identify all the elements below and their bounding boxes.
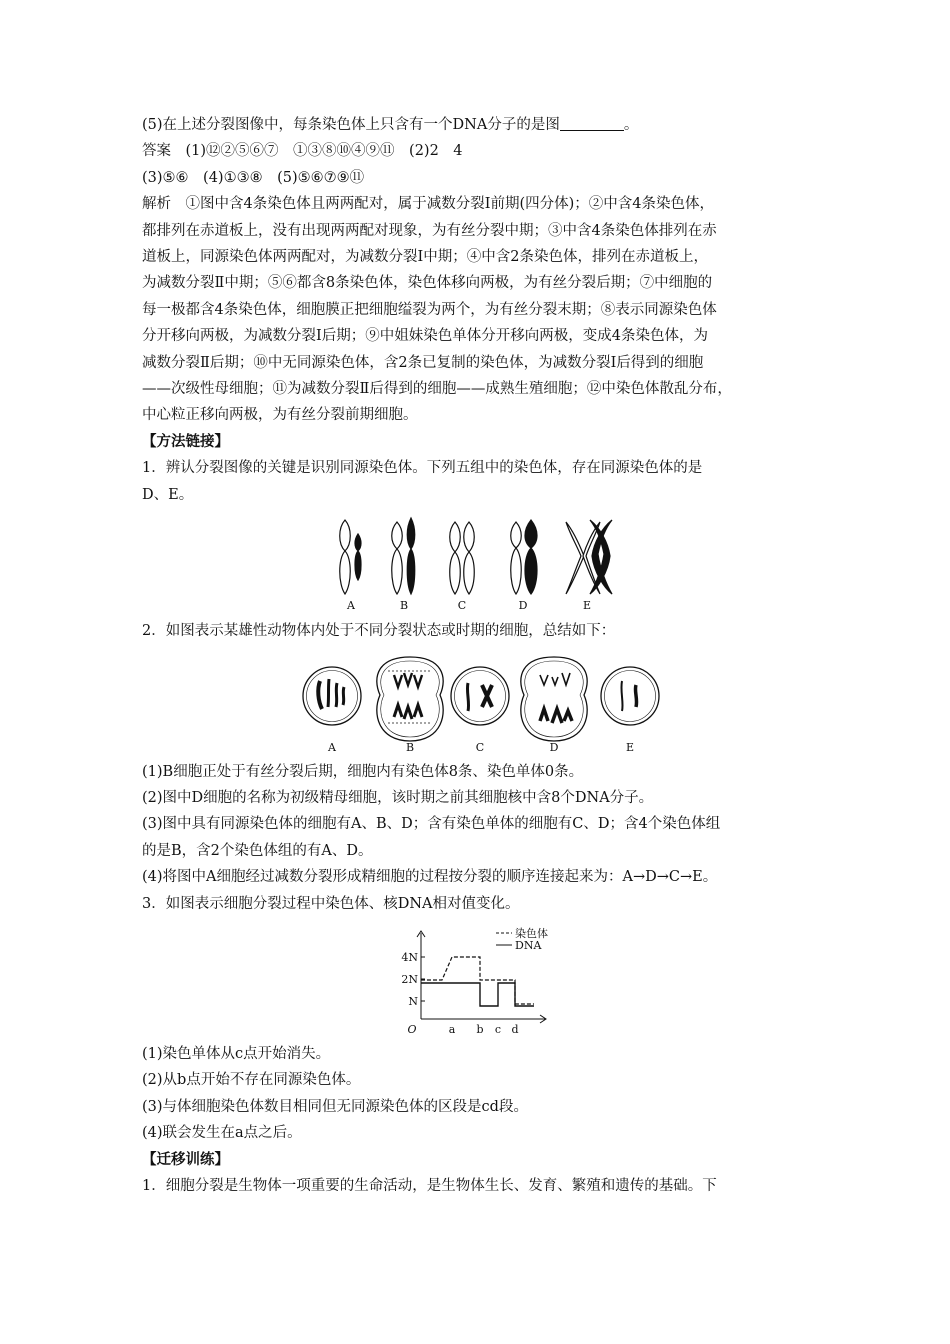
analysis-line: 道板上，同源染色体两两配对，为减数分裂Ⅰ中期；④中含2条染色体，排列在赤道板上， <box>142 249 708 266</box>
y-label-4n: 4N <box>401 950 418 964</box>
method-3-item: (1)染色单体从c点开始消失。 <box>142 1045 331 1062</box>
analysis-line: 都排列在赤道板上，没有出现两两配对现象，为有丝分裂中期；③中含4条染色体排列在赤 <box>142 222 717 239</box>
chromosome-label-b: B <box>399 599 409 613</box>
q5-end: 。 <box>623 117 639 133</box>
chromosome-group-c <box>450 522 475 594</box>
cell-label-a: A <box>328 740 336 754</box>
answer-line-2: (3)⑤⑥ (4)①③⑧ (5)⑤⑥⑦⑨⑪ <box>142 169 365 186</box>
method-3-item: (4)联会发生在a点之后。 <box>142 1125 302 1142</box>
cell-a <box>303 667 361 725</box>
analysis-line: ——次级性母细胞；⑪为减数分裂Ⅱ后得到的细胞——成熟生殖细胞；⑫中染色体散乱分布， <box>142 381 732 398</box>
x-label-d: d <box>511 1022 519 1036</box>
chromosome-dna-graph <box>142 923 814 1037</box>
chromosome-dashed-path <box>421 957 534 1004</box>
method-2-item: (1)B细胞正处于有丝分裂后期，细胞内有染色体8条、染色单体0条。 <box>142 763 584 780</box>
analysis-line: 分开移向两极，为减数分裂Ⅰ后期；⑨中姐妹染色单体分开移向两极，变成4条染色体，为 <box>142 328 708 345</box>
cell-e <box>601 667 659 725</box>
legend-chromosome: 染色体 <box>515 926 548 940</box>
cells-figure <box>142 651 814 755</box>
cell-b <box>377 657 443 741</box>
cell-label-b: B <box>405 740 415 754</box>
cell-label-d: D <box>549 740 559 754</box>
transfer-heading: 【迁移训练】 <box>142 1150 229 1168</box>
method-3-item: (3)与体细胞染色体数目相同但无同源染色体的区段是cd段。 <box>142 1098 528 1115</box>
method-2-item: (4)将图中A细胞经过减数分裂形成精细胞的过程按分裂的顺序连接起来为：A→D→C→E。 <box>142 869 718 886</box>
document-page <box>142 112 814 1199</box>
analysis-line: 解析 ①图中含4条染色体且两两配对，属于减数分裂Ⅰ前期(四分体)；②中含4条染色体， <box>142 196 714 213</box>
answer-line-1: 答案 (1)⑫②⑤⑥⑦ ①③⑧⑩④⑨⑪ (2)2 4 <box>142 143 463 160</box>
chromosome-group-a <box>340 520 361 594</box>
chromosome-figure <box>142 514 814 614</box>
chromosome-label-c: C <box>457 599 467 613</box>
x-label-c: c <box>494 1022 502 1036</box>
answer-blank <box>560 115 624 131</box>
x-label-a: a <box>448 1022 456 1036</box>
chromosome-dna-line-graph <box>142 923 814 1037</box>
chromosome-label-a: A <box>347 599 355 613</box>
cell-c <box>451 667 509 725</box>
y-label-n: N <box>408 994 418 1008</box>
y-label-2n: 2N <box>401 972 418 986</box>
chromosome-group-b <box>392 518 415 594</box>
chromosome-label-e: E <box>582 599 592 613</box>
method-heading: 【方法链接】 <box>142 432 229 450</box>
method-2-item: (3)图中具有同源染色体的细胞有A、B、D；含有染色单体的细胞有C、D；含4个染色体组 <box>142 816 721 833</box>
dna-solid-path <box>421 983 534 1006</box>
legend-dna: DNA <box>515 938 542 952</box>
method-2-item: (2)图中D细胞的名称为初级精母细胞，该时期之前其细胞核中含8个DNA分子。 <box>142 789 654 806</box>
method-1-line: 1．辨认分裂图像的关键是识别同源染色体。下列五组中的染色体，存在同源染色体的是 <box>142 460 703 477</box>
q5-line <box>142 112 814 138</box>
method-3-item: (2)从b点开始不存在同源染色体。 <box>142 1072 361 1089</box>
method-2-item: 的是B，含2个染色体组的有A、D。 <box>142 842 373 859</box>
analysis-line: 减数分裂Ⅱ后期；⑩中无同源染色体，含2条已复制的染色体，为减数分裂Ⅰ后得到的细胞 <box>142 354 704 371</box>
analysis-line: 每一极都含4条染色体，细胞膜正把细胞缢裂为两个，为有丝分裂末期；⑧表示同源染色体 <box>142 301 717 318</box>
chromosome-group-e <box>566 520 612 594</box>
method-2-line: 2．如图表示某雄性动物体内处于不同分裂状态或时期的细胞，总结如下： <box>142 623 616 640</box>
chromosome-group-d <box>511 520 537 594</box>
cell-division-diagram <box>142 651 814 755</box>
cell-label-e: E <box>625 740 635 754</box>
analysis-line: 为减数分裂Ⅱ中期；⑤⑥都含8条染色体，染色体移向两极，为有丝分裂后期；⑦中细胞的 <box>142 275 713 292</box>
q5-text: (5)在上述分裂图像中，每条染色体上只含有一个DNA分子的是图 <box>142 117 560 133</box>
analysis-line: 中心粒正移向两极，为有丝分裂前期细胞。 <box>142 407 418 424</box>
transfer-1-line: 1．细胞分裂是生物体一项重要的生命活动，是生物体生长、发育、繁殖和遗传的基础。下 <box>142 1177 717 1194</box>
cell-d <box>521 657 587 741</box>
chromosome-pairs-diagram <box>142 514 814 614</box>
method-3-line: 3．如图表示细胞分裂过程中染色体、核DNA相对值变化。 <box>142 895 520 912</box>
cell-label-c: C <box>475 740 485 754</box>
origin-label: O <box>407 1022 417 1036</box>
chromosome-label-d: D <box>518 599 528 613</box>
x-label-b: b <box>476 1022 484 1036</box>
method-1-line: D、E。 <box>142 486 194 503</box>
